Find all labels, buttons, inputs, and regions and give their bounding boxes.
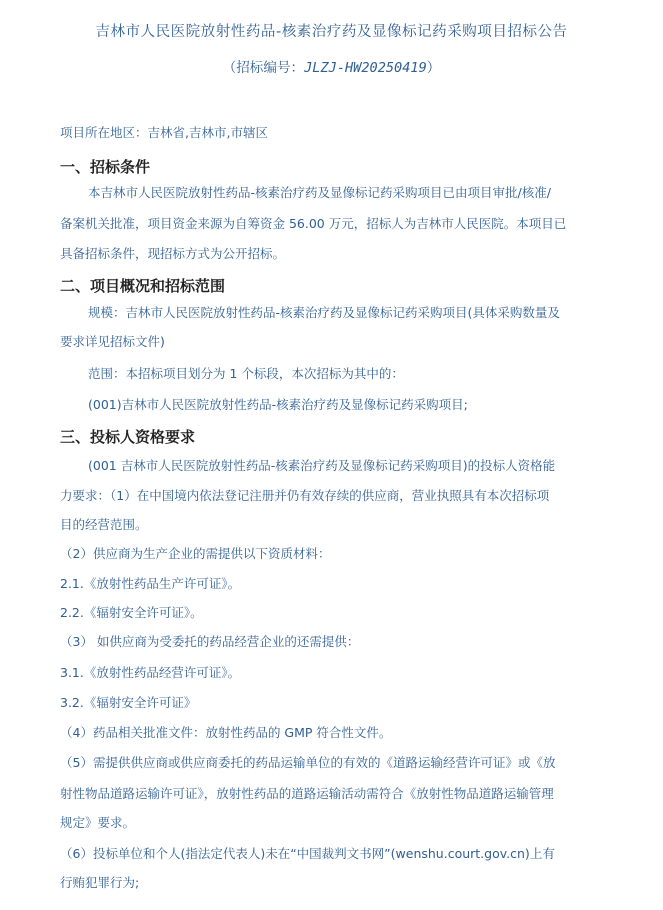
section-3-item-5-line: 规定》要求。 [60,815,136,830]
section-3-item-6-line: （6）投标单位和个人(指法定代表人)未在“中国裁判文书网”(wenshu.court.gov.cn)上有 [60,846,555,861]
project-region: 项目所在地区：吉林省,吉林市,市辖区 [60,125,268,140]
section-1-heading: 一、招标条件 [60,158,151,176]
tender-number [0,56,663,76]
section-3-item-3-2: 3.2.《辐射安全许可证》 [60,695,197,710]
section-2-range: 范围：本招标项目划分为 1 个标段，本次招标为其中的： [88,366,404,381]
section-3-heading: 三、投标人资格要求 [60,428,196,446]
section-3-item-2-2: 2.2.《辐射安全许可证》。 [60,605,203,620]
section-3-paragraph-line: 力要求：（1）在中国境内依法登记注册并仍有效存续的供应商，营业执照具有本次招标项 [60,488,550,503]
section-2-heading: 二、项目概况和招标范围 [60,277,226,295]
section-3-item-5-line: 射性物品道路运输许可证》，放射性药品的道路运输活动需符合《放射性物品道路运输管理 [60,786,554,801]
section-3-item-3-1: 3.1.《放射性药品经营许可证》。 [60,665,241,680]
section-3-item-4: （4）药品相关批准文件：放射性药品的 GMP 符合性文件。 [60,725,392,740]
section-1-paragraph-line: 本吉林市人民医院放射性药品-核素治疗药及显像标记药采购项目已由项目审批/核准/ [88,185,551,200]
section-3-item-6-line: 行贿犯罪行为; [60,875,140,890]
tender-number-suffix: ） [426,60,441,76]
section-3-item-2-1: 2.1.《放射性药品生产许可证》。 [60,576,241,591]
section-3-item-2: （2）供应商为生产企业的需提供以下资质材料： [60,546,331,561]
section-1-paragraph-line: 具备招标条件，现招标方式为公开招标。 [60,246,286,261]
page-title: 吉林市人民医院放射性药品-核素治疗药及显像标记药采购项目招标公告 [95,23,568,40]
section-3-paragraph-line: (001 吉林市人民医院放射性药品-核素治疗药及显像标记药采购项目)的投标人资格能 [88,458,556,473]
section-1-paragraph-line: 备案机关批准，项目资金来源为自筹资金 56.00 万元，招标人为吉林市人民医院。本项目已 [60,216,567,231]
section-2-scale-line: 规模：吉林市人民医院放射性药品-核素治疗药及显像标记药采购项目(具体采购数量及 [88,305,560,320]
tender-number-prefix: （招标编号： [222,60,305,76]
section-3-item-5-line: （5）需提供供应商或供应商委托的药品运输单位的有效的《道路运输经营许可证》或《放 [60,755,556,770]
section-3-paragraph-line: 目的经营范围。 [60,517,148,532]
section-3-item-3: （3） 如供应商为受委托的药品经营企业的还需提供： [60,634,360,649]
section-2-lot: (001)吉林市人民医院放射性药品-核素治疗药及显像标记药采购项目; [88,397,468,412]
tender-number-code: JLZJ-HW20250419 [304,60,427,76]
section-2-scale-line: 要求详见招标文件) [60,334,165,349]
